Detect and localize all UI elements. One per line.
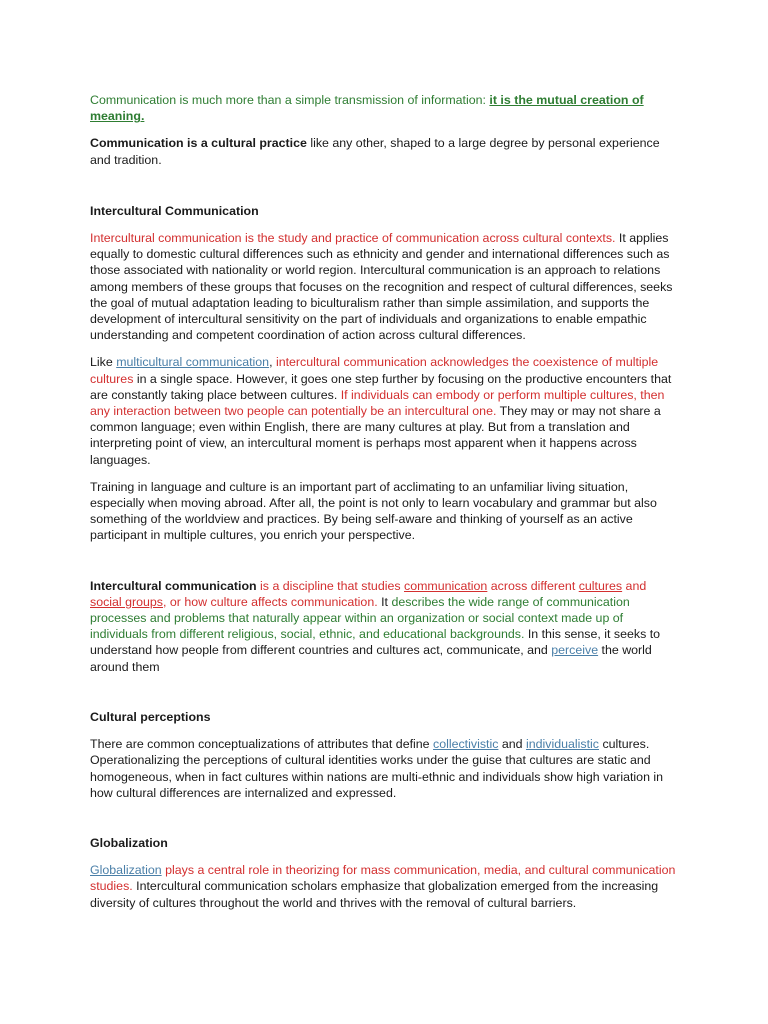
text-run: In this sense, it seeks to understand how people from different countries and cultures act, communicate, and bbox=[90, 627, 661, 658]
text-run: Intercultural communication scholars emphasize that globalization emerged from the increasing diversity of cultures throughout the world and thrives with the removal of cultural barriers. bbox=[90, 879, 659, 910]
text-run: and bbox=[498, 737, 526, 752]
document-body bbox=[90, 92, 680, 922]
perceptions-paragraph bbox=[90, 736, 680, 801]
social-groups-link[interactable]: social groups bbox=[90, 594, 164, 609]
text-run: It bbox=[377, 594, 392, 609]
cultural-practice-bold: Communication is a cultural practice bbox=[90, 136, 307, 151]
discipline-red: across different bbox=[487, 578, 579, 593]
coexistence-red: intercultural communication acknowledges the coexistence of multiple cultures bbox=[90, 355, 659, 386]
globalization-link[interactable]: Globalization bbox=[90, 863, 162, 878]
heading-cultural-perceptions: Cultural perceptions bbox=[90, 709, 211, 724]
globalization-paragraph bbox=[90, 862, 680, 911]
discipline-paragraph bbox=[90, 578, 680, 675]
text-run: They may or may not share a common language; even within English, there are many cultures at play. But from a translation and interpreting point of view, an intercultural moment is perhaps most apparent when it happens across languages. bbox=[90, 404, 661, 467]
collectivistic-link[interactable]: collectivistic bbox=[433, 737, 499, 752]
intro-lead: Communication is much more than a simple transmission of information: bbox=[90, 93, 490, 107]
cultural-practice-rest: like any other, shaped to a large degree by personal experience and tradition. bbox=[90, 136, 660, 167]
cultures-link[interactable]: cultures bbox=[578, 578, 623, 593]
training-paragraph: Training in language and culture is an important part of acclimating to an unfamiliar living situation, especially when moving abroad. After all, the point is not only to learn vocabulary and grammar but also something of the worldview and practices. By being self-aware and thinking of yourself as an active participant in multiple cultures, you enrich your perspective. bbox=[90, 479, 657, 543]
perceive-link[interactable]: perceive bbox=[551, 643, 599, 658]
heading-intercultural-communication: Intercultural Communication bbox=[90, 203, 259, 218]
text-run: Like bbox=[90, 355, 117, 370]
intro-paragraph bbox=[90, 92, 680, 124]
communication-link[interactable]: communication bbox=[404, 578, 488, 593]
text-run: cultures. Operationalizing the perceptions of cultural identities works under the guise that cultures are static and homogeneous, when in fact cultures within nations are multi-ethnic and individuals show high variation in how cultural differences are internalized and expressed. bbox=[90, 737, 664, 800]
text-run: the world around them bbox=[90, 643, 652, 674]
discipline-bold: Intercultural communication bbox=[90, 578, 257, 593]
globalization-red: plays a central role in theorizing for mass communication, media, and cultural communication studies. bbox=[90, 863, 676, 894]
definition-rest: It applies equally to domestic cultural differences such as ethnicity and gender and international differences such as those associated with nationality or world region. Intercultural communication is an approach to relations among members of these groups that focuses on the recognition and respect of cultural differences, seeks the goal of mutual adaptation leading to biculturalism rather than simple assimilation, and supports the development of intercultural sensitivity on the part of individuals and organizations to enable empathic understanding and competent coordination of action across cultural differences. bbox=[90, 231, 673, 343]
intro-emphasis: it is the mutual creation of meaning. bbox=[90, 93, 644, 124]
individualistic-link[interactable]: individualistic bbox=[525, 737, 599, 752]
embody-red: If individuals can embody or perform multiple cultures, then any interaction between two people can potentially be an intercultural one. bbox=[90, 387, 665, 419]
describes-green: describes the wide range of communication processes and problems that naturally appear within an organization or social context made up of individuals from different religious, social, ethnic, and educational backgrounds. bbox=[90, 594, 630, 642]
definition-paragraph bbox=[90, 230, 680, 343]
text-run: , bbox=[269, 355, 276, 370]
heading-globalization: Globalization bbox=[90, 835, 168, 850]
text-run: There are common conceptualizations of attributes that define bbox=[90, 737, 433, 752]
definition-red: Intercultural communication is the study and practice of communication across cultural contexts. bbox=[90, 231, 616, 246]
discipline-red: is a discipline that studies bbox=[256, 578, 404, 593]
multicultural-communication-link[interactable]: multicultural communication bbox=[116, 355, 270, 370]
discipline-red: , or how culture affects communication. bbox=[163, 594, 378, 609]
text-run: in a single space. However, it goes one step further by focusing on the productive encounters that are constantly taking place between cultures. bbox=[90, 371, 672, 402]
cultural-practice-paragraph bbox=[90, 135, 680, 167]
multicultural-paragraph bbox=[90, 354, 680, 467]
discipline-red: and bbox=[622, 578, 647, 593]
